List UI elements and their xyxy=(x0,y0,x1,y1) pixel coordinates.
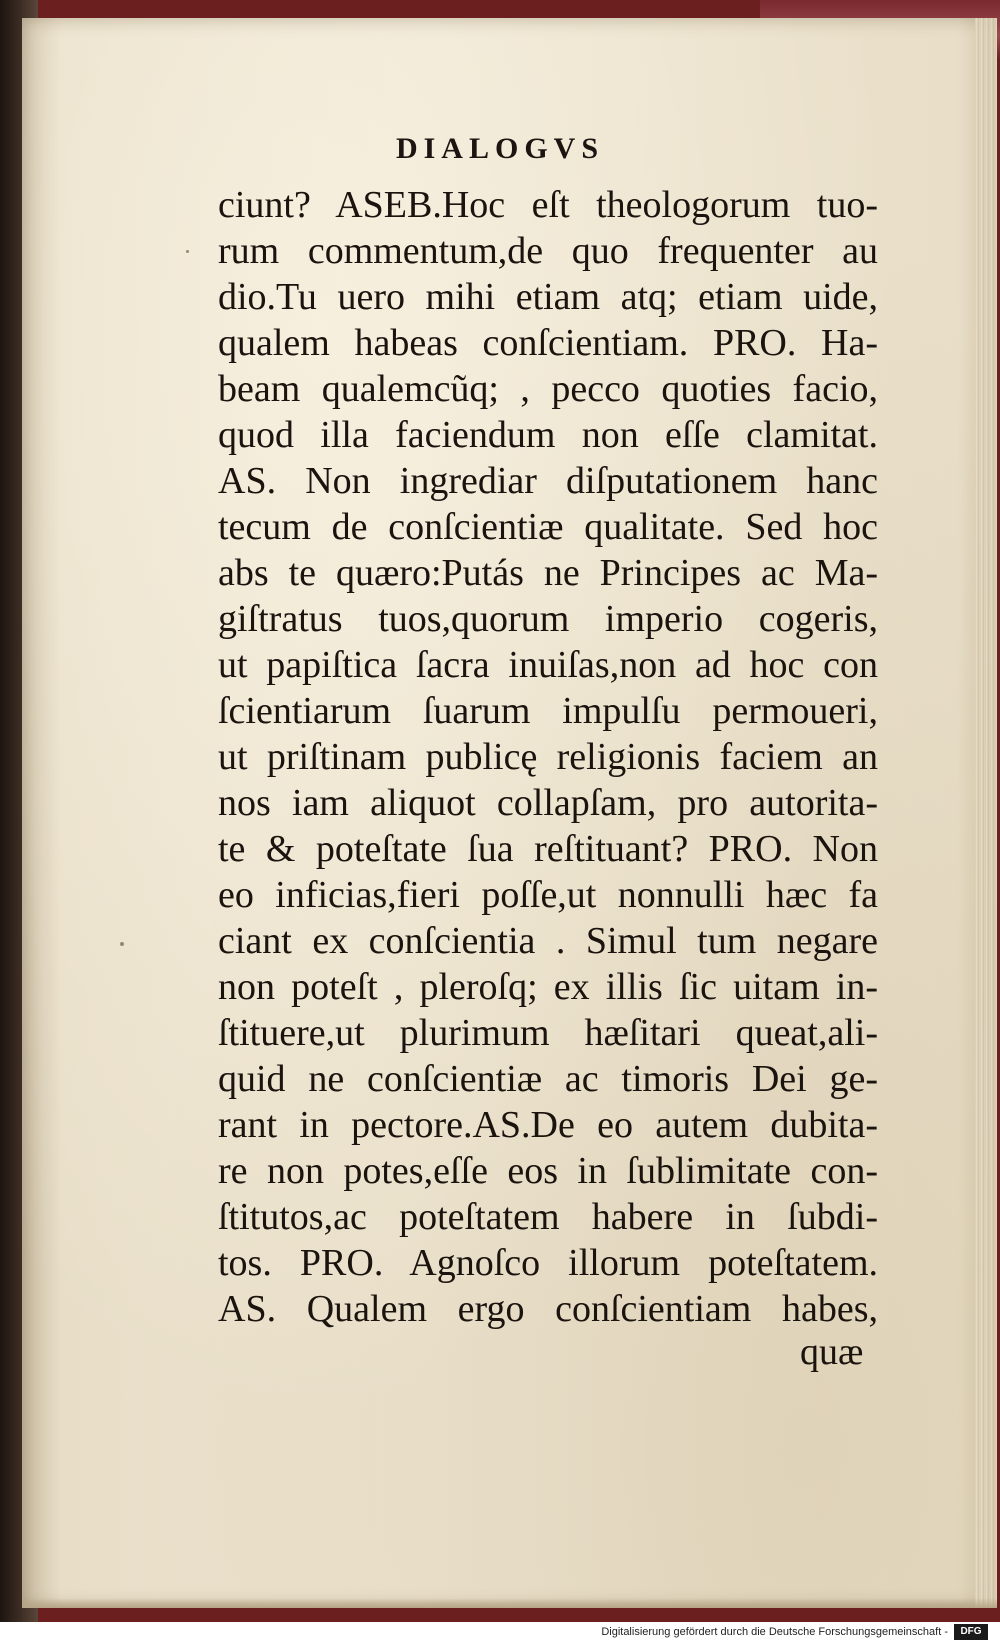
text-line: eo inficias,fieri poſſe,ut nonnulli hæc fa xyxy=(218,874,878,916)
text-line: dio.Tu uero mihi etiam atq; etiam uide, xyxy=(218,276,878,318)
text-line: ciant ex conſcientia . Simul tum negare xyxy=(218,920,878,962)
text-line: non poteſt , pleroſq; ex illis ſic uitam in- xyxy=(218,966,878,1008)
running-header: DIALOGVS xyxy=(395,132,605,165)
text-line: tecum de conſcientiæ qualitate. Sed hoc xyxy=(218,506,878,548)
text-line: AS. Non ingrediar diſputationem hanc xyxy=(218,460,878,502)
text-line: rum commentum,de quo frequenter au xyxy=(218,230,878,272)
text-line: AS. Qualem ergo conſcientiam habes, xyxy=(218,1288,878,1330)
text-line: nos iam aliquot collapſam, pro autorita- xyxy=(218,782,878,824)
text-line: ut priſtinam publicę religionis faciem an xyxy=(218,736,878,778)
text-line: re non potes,eſſe eos in ſublimitate con- xyxy=(218,1150,878,1192)
text-line: rant in pectore.AS.De eo autem dubita- xyxy=(218,1104,878,1146)
text-line: abs te quæro:Putás ne Principes ac Ma- xyxy=(218,552,878,594)
page-edge-bottom xyxy=(22,1598,997,1608)
text-line: ſtitutos,ac poteſtatem habere in ſubdi- xyxy=(218,1196,878,1238)
text-line: qualem habeas conſcientiam. PRO. Ha- xyxy=(218,322,878,364)
text-line: giſtratus tuos,quorum imperio cogeris, xyxy=(218,598,878,640)
page-edge-right xyxy=(975,18,997,1608)
text-line: ſtituere,ut plurimum hæſitari queat,ali- xyxy=(218,1012,878,1054)
dfg-logo: DFG xyxy=(954,1624,988,1640)
text-block xyxy=(218,182,878,1332)
text-line: ciunt? ASEB.Hoc eſt theologorum tuo- xyxy=(218,184,878,226)
catchword: quæ xyxy=(800,1331,864,1373)
text-line: ut papiſtica ſacra inuiſas,non ad hoc con xyxy=(218,644,878,686)
funding-notice: Digitalisierung gefördert durch die Deutsche Forschungsgemeinschaft - xyxy=(601,1626,948,1638)
text-line: ſcientiarum ſuarum impulſu permoueri, xyxy=(218,690,878,732)
text-line: tos. PRO. Agnoſco illorum poteſtatem. xyxy=(218,1242,878,1284)
text-line: quid ne conſcientiæ ac timoris Dei ge- xyxy=(218,1058,878,1100)
text-line: beam qualemcũq; , pecco quoties facio, xyxy=(218,368,878,410)
ink-speck xyxy=(186,250,189,253)
text-line: quod illa faciendum non eſſe clamitat. xyxy=(218,414,878,456)
text-line: te & poteſtate ſua reſtituant? PRO. Non xyxy=(218,828,878,870)
ink-speck xyxy=(120,942,124,946)
